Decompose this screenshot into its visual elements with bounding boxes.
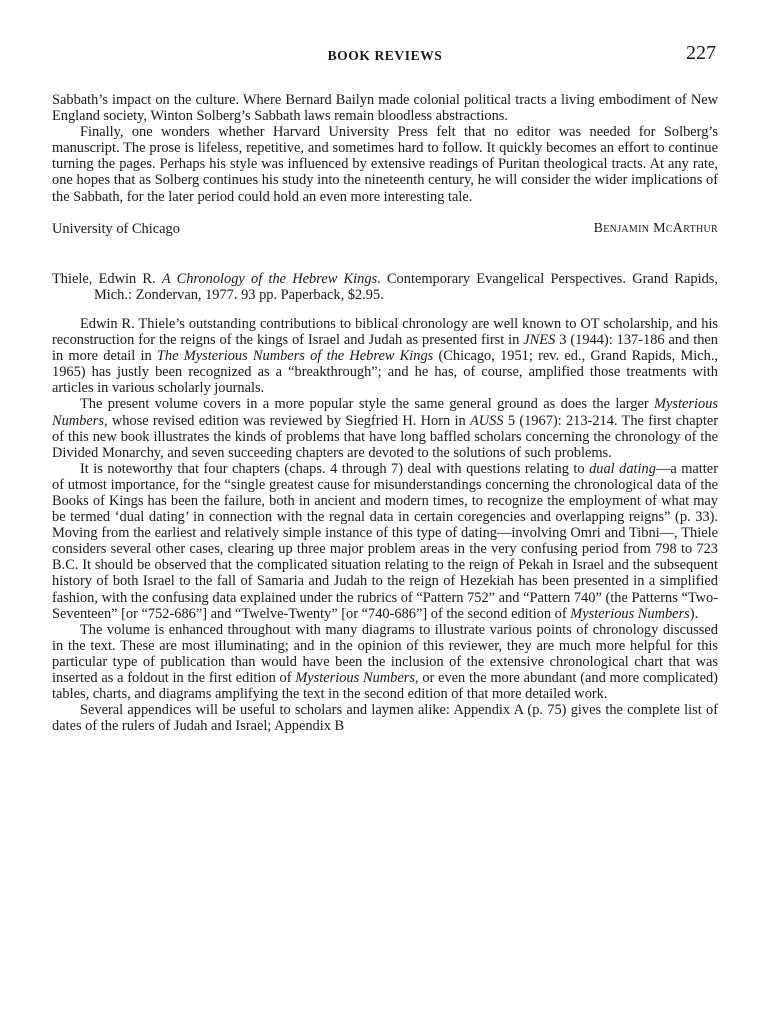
text-run: 5 (1967): 213-214. The first chapter of this new book illustrates the kinds of problems that have long baffled scholars concerning the chronology of the Divided Monarchy, and seven succeeding chapters are devoted to the solutions of such problems. <box>52 412 719 461</box>
book-title: Mysterious Numbers <box>570 605 690 622</box>
bib-publication: . Contemporary Evangelical Perspectives. Grand Rapids, Mich.: Zondervan, 1977. 93 pp. Paperback, $2.95. <box>94 270 718 303</box>
text-run: The volume is enhanced throughout with many diagrams to illustrate various points of chronology discussed in the text. These are most illuminating; and in the opinion of this reviewer, they are much more helpful for this particular type of publication than would have been the inclusion of the extensive chronological chart that was inserted as a foldout in the first edition of <box>52 621 718 686</box>
reviewer-affiliation: University of Chicago <box>52 220 180 237</box>
journal-title: AUSS <box>469 412 504 429</box>
review2-paragraph-4 <box>52 622 718 702</box>
reviewer-name: Benjamin McArthur <box>593 220 718 236</box>
review2-paragraph-1 <box>52 316 718 396</box>
text-run: , whose revised edition was reviewed by Siegfried H. Horn in <box>103 412 470 429</box>
book-title: Mysterious Numbers <box>52 396 718 429</box>
bib-title: A Chronology of the Hebrew Kings <box>161 270 378 287</box>
text-run: ). <box>689 605 699 622</box>
book-title: The Mysterious Numbers of the Hebrew Kings <box>156 348 434 365</box>
text-run: —a matter of utmost importance, for the “single greatest cause for misunderstandings concerning the chronological data of the Books of Kings has been the failure, both in ancient and modern times, to recognize the employment of what may be termed ‘dual dating’ in connection with the regnal data in certain coregencies and overlapping reigns” (p. 33). Moving from the earliest and relatively simple instance of this type of dating—involving Omri and Tibni—, Thiele considers several other cases, clearing up three major problem areas in the very confusing period from 798 to 723 B.C. It should be observed that the complicated situation relating to the reign of Pekah in Israel and the subsequent history of both Israel to the fall of Samaria and Judah to the reign of Hezekiah has been presented in a simplified fashion, with the confusing data explained under the rubrics of “Pattern 752” and “Pattern 740” (the Patterns “Two-Seventeen” [or “752-686”] and “Twelve-Twenty” [or “740-686”] of the second edition of <box>52 460 718 622</box>
page-body <box>52 92 718 734</box>
text-run: (Chicago, 1951; rev. ed., Grand Rapids, Mich., 1965) has justly been recognized as a “breakthrough”; and he has, of course, amplified those treatments with articles in various scholarly journals. <box>52 348 719 397</box>
review2-paragraph-3 <box>52 461 718 622</box>
review1-paragraph-1: Sabbath’s impact on the culture. Where Bernard Bailyn made colonial political tracts a living embodiment of New England society, Winton Solberg’s Sabbath laws remain bloodless abstractions. <box>52 92 718 125</box>
book-page <box>52 0 718 1024</box>
running-head: BOOK REVIEWS <box>327 48 443 63</box>
bib-author: Thiele, Edwin R. <box>52 270 162 287</box>
review2-paragraph-5: Several appendices will be useful to scholars and laymen alike: Appendix A (p. 75) gives the complete list of dates of the rulers of Judah and Israel; Appendix B <box>52 702 718 735</box>
review1-paragraph-2: Finally, one wonders whether Harvard University Press felt that no editor was needed for Solberg’s manuscript. The prose is lifeless, repetitive, and sometimes hard to follow. It quickly becomes an effort to continue turning the pages. Perhaps his style was influenced by extensive readings of Puritan theological tracts. At any rate, one hopes that as Solberg continues his study into the nineteenth century, he will consider the wider implications of the Sabbath, for the later period could hold an even more interesting tale. <box>52 124 718 205</box>
bibliographic-entry <box>52 271 718 303</box>
text-run: Edwin R. Thiele’s outstanding contributions to biblical chronology are well known to OT scholarship, and his reconstruction for the reigns of the kings of Israel and Judah as presented first in <box>52 315 718 349</box>
book-title: Mysterious Numbers <box>295 670 415 686</box>
text-run: It is noteworthy that four chapters (chaps. 4 through 7) deal with questions relating to <box>80 460 590 477</box>
journal-title: JNES <box>523 332 556 349</box>
text-run: , or even the more abundant (and more complicated) tables, charts, and diagrams amplifying the text in the second edition of that more detailed work. <box>52 670 718 703</box>
emphasis-term: dual dating <box>589 460 656 477</box>
text-run: 3 (1944): 137-186 and then in more detail in <box>52 332 718 365</box>
page-header <box>52 42 718 72</box>
reviewer-signature <box>52 221 718 237</box>
page-number: 227 <box>686 42 716 64</box>
review2-paragraph-2 <box>52 396 718 460</box>
text-run: The present volume covers in a more popular style the same general ground as does the larger <box>80 396 655 413</box>
